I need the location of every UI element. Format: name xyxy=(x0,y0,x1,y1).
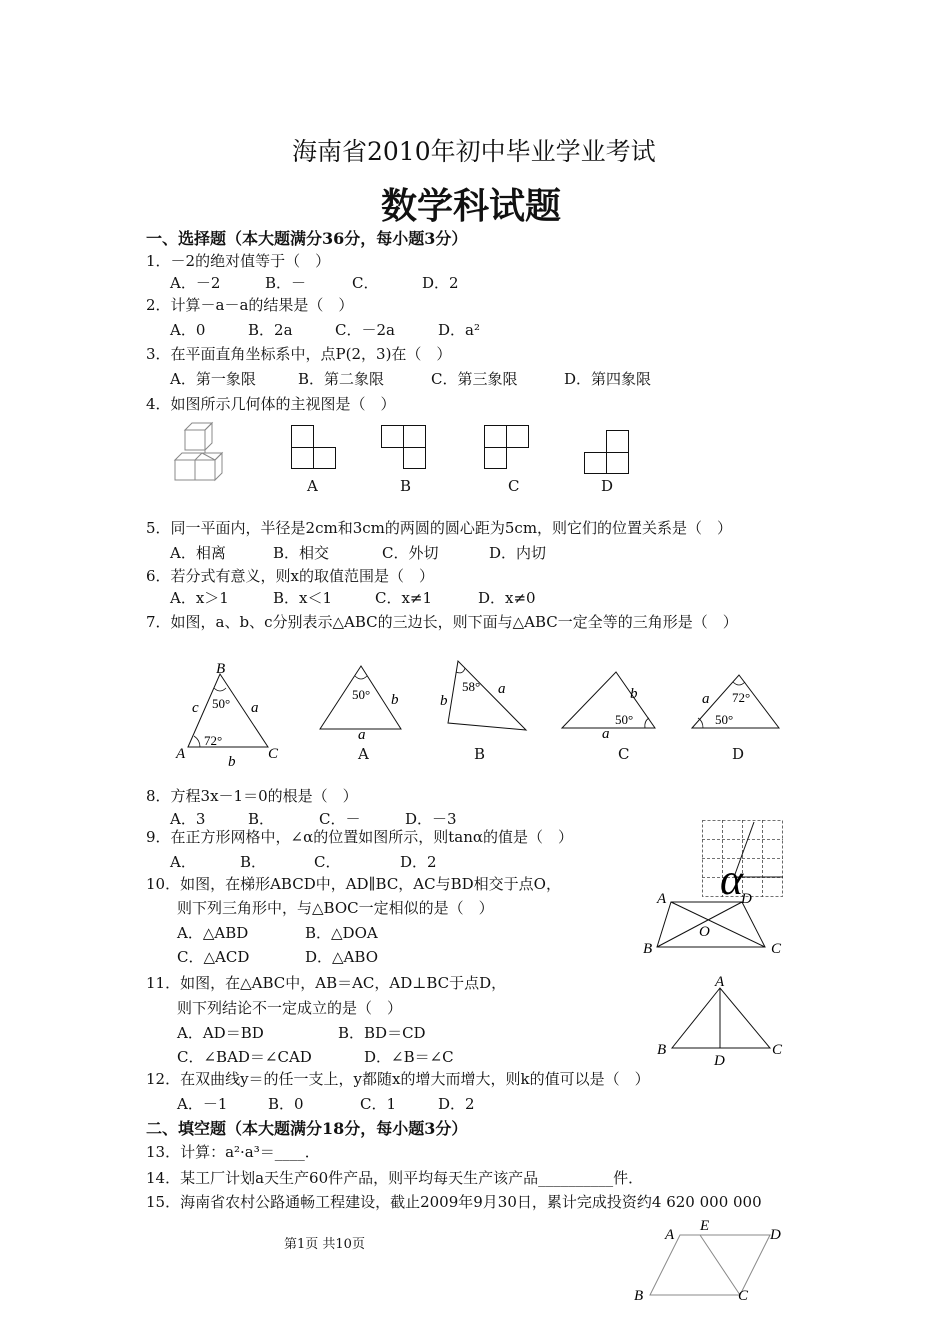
q5-option-d: D．内切 xyxy=(489,544,547,562)
q7-b-angle: 58° xyxy=(462,679,481,694)
q12-stem: 12．在双曲线y＝的任一支上，y都随x的增大而增大，则k的值可以是（ ） xyxy=(146,1070,650,1088)
q8-stem: 8．方程3x－1＝0的根是（ ） xyxy=(146,787,358,805)
q3-option-c: C．第三象限 xyxy=(431,370,518,388)
q10-label-c: C xyxy=(771,941,782,957)
q4-label-d: D xyxy=(601,477,614,495)
q7-b-side-a: a xyxy=(498,681,506,697)
q7-main-angle-left: 72° xyxy=(204,733,223,748)
q11-label-b: B xyxy=(657,1042,667,1058)
q9-stem: 9．在正方形网格中，∠α的位置如图所示，则tanα的值是（ ） xyxy=(146,828,574,846)
q6-option-a: A．x＞1 xyxy=(170,589,229,607)
q12-option-a: A．－1 xyxy=(177,1095,228,1113)
q9-option-d: D．2 xyxy=(400,853,437,871)
q4-label-c: C xyxy=(508,477,520,495)
q11-option-d: D．∠B＝∠C xyxy=(364,1048,454,1066)
q5-option-a: A．相离 xyxy=(170,544,226,562)
q10-trapezoid-figure xyxy=(640,885,790,965)
q15-label-d: D xyxy=(770,1227,781,1243)
q4-label-b: B xyxy=(400,477,412,495)
q11-stem-line1: 11．如图，在△ABC中，AB＝AC，AD⊥BC于点D， xyxy=(146,974,507,992)
q2-option-c: C．－2a xyxy=(335,321,395,339)
q11-label-a: A xyxy=(715,974,725,990)
q2-stem: 2．计算－a－a的结果是（ ） xyxy=(146,296,354,314)
q7-c-side-a: a xyxy=(602,726,610,742)
q7-option-d-triangle xyxy=(688,668,788,738)
q7-option-c-triangle xyxy=(558,665,663,745)
q8-option-c: C．－ xyxy=(319,810,361,828)
q7-main-label-a-vertex: A xyxy=(176,746,186,762)
exam-header-title: 海南省2010年初中毕业学业考试 xyxy=(292,137,656,166)
section2-heading: 二、填空题（本大题满分18分，每小题3分） xyxy=(146,1119,468,1138)
q15-label-b: B xyxy=(634,1288,644,1304)
q10-label-b: B xyxy=(643,941,653,957)
q4-label-a: A xyxy=(307,477,318,495)
page-footer: 第1页 共10页 xyxy=(284,1237,365,1252)
q2-option-a: A．0 xyxy=(170,321,206,339)
q7-c-angle: 50° xyxy=(615,712,634,727)
q7-main-label-c-vertex: C xyxy=(268,746,279,762)
q11-option-b: B．BD＝CD xyxy=(338,1024,426,1042)
q6-option-b: B．x＜1 xyxy=(273,589,333,607)
q14-stem: 14．某工厂计划a天生产60件产品，则平均每天生产该产品__________件． xyxy=(146,1169,644,1187)
q7-stem: 7．如图，a、b、c分别表示△ABC的三边长，则下面与△ABC一定全等的三角形是（ ） xyxy=(146,613,738,631)
q7-d-angle-left: 50° xyxy=(715,712,734,727)
q15-stem: 15．海南省农村公路通畅工程建设，截止2009年9月30日，累计完成投资约4 620 000 000 xyxy=(146,1193,762,1211)
q12-option-c: C．1 xyxy=(360,1095,397,1113)
q10-stem-line2: 则下列三角形中，与△BOC一定相似的是（ ） xyxy=(177,899,494,917)
q7-label-a: A xyxy=(358,745,369,763)
q4-view-b xyxy=(381,425,427,469)
q8-option-d: D．－3 xyxy=(405,810,457,828)
q1-stem: 1．－2的绝对值等于（ ） xyxy=(146,252,331,270)
q12-option-b: B．0 xyxy=(268,1095,304,1113)
q10-label-d: D xyxy=(741,891,752,907)
q7-c-side-b: b xyxy=(630,686,638,702)
q6-option-d: D．x≠0 xyxy=(478,589,536,607)
q7-d-angle-top: 72° xyxy=(732,690,751,705)
q3-option-d: D．第四象限 xyxy=(564,370,652,388)
q11-stem-line2: 则下列结论不一定成立的是（ ） xyxy=(177,999,403,1017)
q11-option-a: A．AD＝BD xyxy=(177,1024,264,1042)
q7-main-label-b-vertex: B xyxy=(216,661,226,677)
q1-option-b: B．－ xyxy=(265,274,307,292)
q15-label-c: C xyxy=(738,1288,749,1304)
q5-option-c: C．外切 xyxy=(382,544,439,562)
q7-label-b: B xyxy=(474,745,486,763)
q7-a-side-a: a xyxy=(358,727,366,743)
q7-label-d: D xyxy=(732,745,745,763)
q2-option-d: D．a² xyxy=(438,321,480,339)
q10-label-o: O xyxy=(699,924,710,940)
q6-option-c: C．x≠1 xyxy=(375,589,433,607)
q7-main-label-side-b: b xyxy=(228,754,236,770)
q9-option-a: A． xyxy=(170,853,196,871)
q15-label-e: E xyxy=(700,1218,710,1234)
q15-parallelogram-figure xyxy=(630,1215,790,1307)
q10-option-a: A．△ABD xyxy=(177,924,249,942)
q13-stem: 13．计算：a²·a³＝____． xyxy=(146,1143,320,1161)
q7-label-c: C xyxy=(618,745,630,763)
q5-stem: 5．同一平面内，半径是2cm和3cm的两圆的圆心距为5cm，则它们的位置关系是（ ） xyxy=(146,519,733,537)
q7-d-side-a: a xyxy=(702,691,710,707)
q4-view-c xyxy=(484,425,530,469)
q9-option-b: B． xyxy=(240,853,267,871)
q11-label-c: C xyxy=(772,1042,783,1058)
q1-option-d: D．2 xyxy=(422,274,459,292)
q2-option-b: B．2a xyxy=(248,321,293,339)
q7-a-angle: 50° xyxy=(352,687,371,702)
q3-option-a: A．第一象限 xyxy=(170,370,256,388)
q9-alpha-label: α xyxy=(720,855,744,904)
q7-a-side-b: b xyxy=(391,692,399,708)
q10-label-a: A xyxy=(657,891,667,907)
q11-label-d: D xyxy=(714,1053,725,1069)
q4-view-a xyxy=(291,425,337,469)
q9-option-c: C． xyxy=(314,853,341,871)
q4-view-d xyxy=(584,430,630,474)
q10-option-d: D．△ABO xyxy=(305,948,378,966)
q3-option-b: B．第二象限 xyxy=(298,370,385,388)
q1-option-c: C． xyxy=(352,274,379,292)
q4-stem: 4．如图所示几何体的主视图是（ ） xyxy=(146,395,396,413)
q10-option-c: C．△ACD xyxy=(177,948,250,966)
q6-stem: 6．若分式有意义，则x的取值范围是（ ） xyxy=(146,567,435,585)
q4-solid-figure xyxy=(170,420,245,485)
q7-option-b-triangle xyxy=(435,655,535,740)
q7-main-triangle xyxy=(170,660,285,770)
q11-triangle-figure xyxy=(650,970,790,1070)
q12-option-d: D．2 xyxy=(438,1095,475,1113)
q7-option-a-triangle xyxy=(315,660,410,743)
q1-option-a: A．－2 xyxy=(170,274,221,292)
q7-main-label-side-c: c xyxy=(192,700,199,716)
q7-main-angle-top: 50° xyxy=(212,696,231,711)
q5-option-b: B．相交 xyxy=(273,544,330,562)
q11-option-c: C．∠BAD＝∠CAD xyxy=(177,1048,312,1066)
q10-option-b: B．△DOA xyxy=(305,924,378,942)
exam-subject-title: 数学科试题 xyxy=(381,185,562,227)
q7-b-side-b: b xyxy=(440,693,448,709)
q3-stem: 3．在平面直角坐标系中，点P(2，3)在（ ） xyxy=(146,345,452,363)
q7-main-label-side-a: a xyxy=(251,700,259,716)
q15-label-a: A xyxy=(665,1227,675,1243)
q8-option-a: A．3 xyxy=(170,810,206,828)
q8-option-b: B． xyxy=(248,810,275,828)
q10-stem-line1: 10．如图，在梯形ABCD中，AD∥BC，AC与BD相交于点O， xyxy=(146,875,561,893)
section1-heading: 一、选择题（本大题满分36分，每小题3分） xyxy=(146,229,468,248)
